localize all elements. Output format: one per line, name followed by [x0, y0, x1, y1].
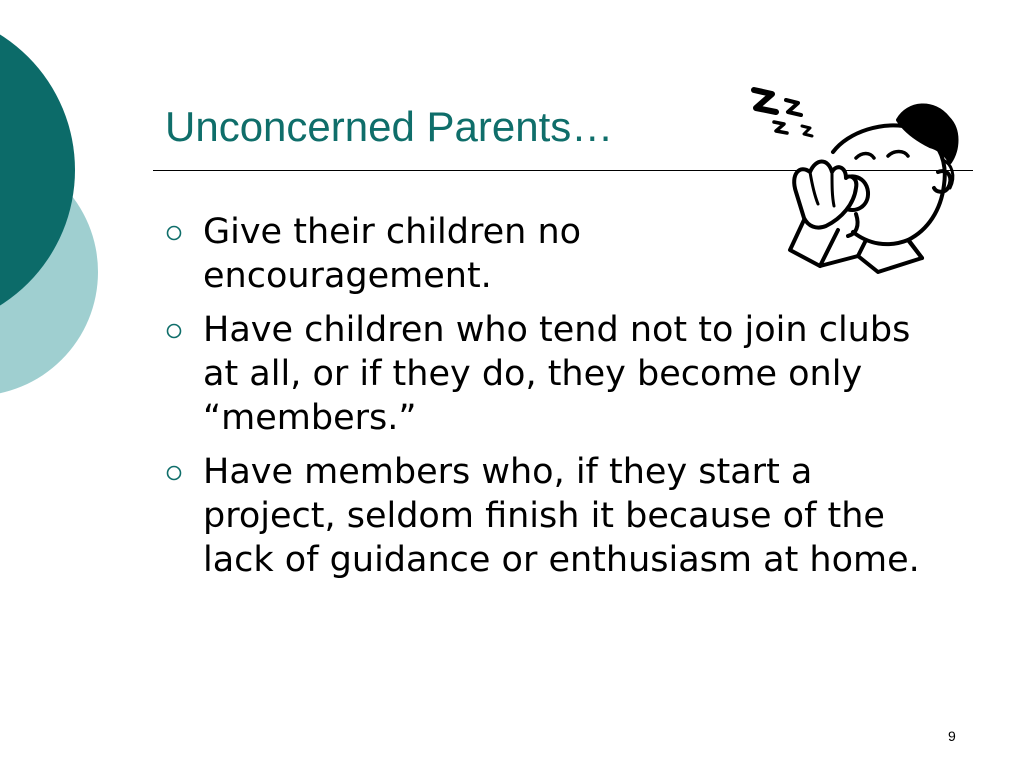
page-number: 9 — [948, 728, 956, 744]
hollow-circle-icon — [166, 225, 182, 241]
hollow-circle-icon — [166, 323, 182, 339]
list-item — [160, 450, 950, 582]
bullet-text: Have members who, if they start a project, seldom finish it because of the lack of guidance or enthusiasm at home. — [203, 452, 920, 580]
bullet-text: Give their children no encouragement. — [203, 212, 582, 296]
bullet-text: Have children who tend not to join clubs at all, or if they do, they become only “members.” — [203, 310, 911, 438]
list-item — [160, 210, 950, 298]
list-item — [160, 308, 950, 440]
bullet-list — [160, 210, 950, 592]
hollow-circle-icon — [166, 465, 182, 481]
slide-title: Unconcerned Parents… — [165, 103, 614, 150]
